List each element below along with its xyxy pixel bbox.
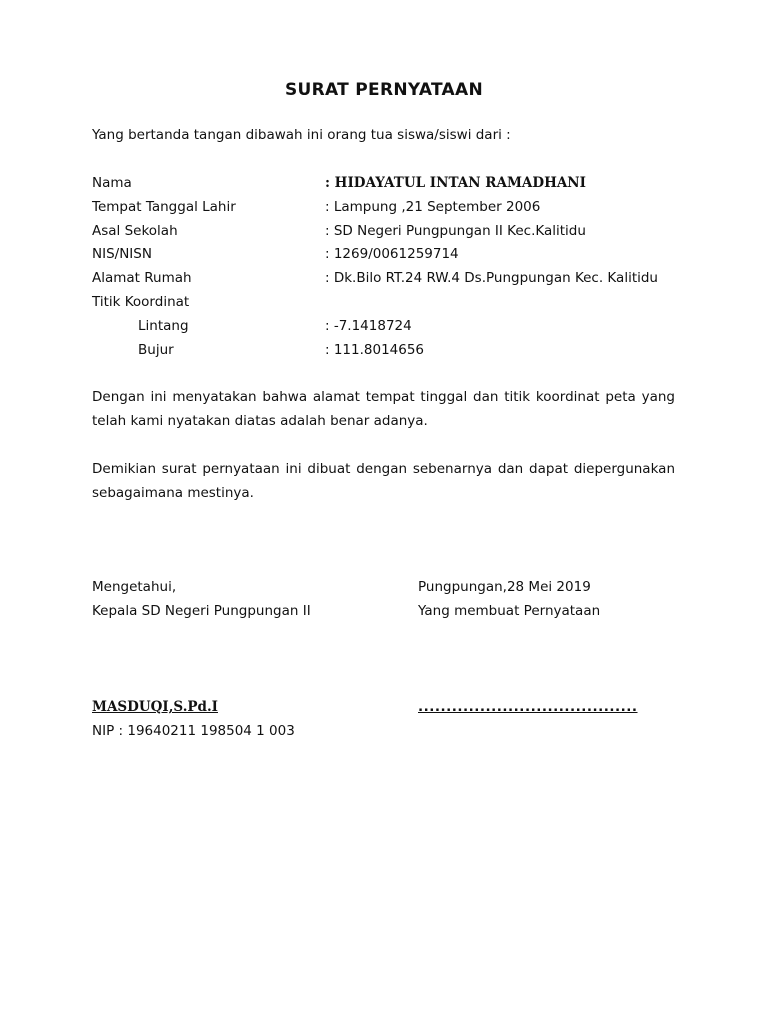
- declarant-signature-line: .......................................: [418, 699, 638, 715]
- document-title: SURAT PERNYATAAN: [284, 80, 484, 100]
- acknowledged-label: Mengetahui,: [92, 579, 177, 595]
- intro-text: Yang bertanda tangan dibawah ini orang tua siswa/siswi dari :: [92, 127, 511, 143]
- field-value-ttl: : Lampung ,21 September 2006: [325, 199, 541, 215]
- field-label-koordinat: Titik Koordinat: [92, 294, 190, 310]
- field-label-nama: Nama: [92, 175, 132, 191]
- field-label-nis: NIS/NISN: [92, 246, 152, 262]
- field-value-bujur: : 111.8014656: [325, 342, 425, 358]
- field-value-alamat: : Dk.Bilo RT.24 RW.4 Ds.Pungpungan Kec. Kalitidu: [325, 270, 658, 286]
- principal-nip: NIP : 19640211 198504 1 003: [92, 723, 295, 739]
- field-label-sekolah: Asal Sekolah: [92, 223, 178, 239]
- principal-title: Kepala SD Negeri Pungpungan II: [92, 603, 311, 619]
- declarant-role: Yang membuat Pernyataan: [418, 603, 601, 619]
- field-value-nis: : 1269/0061259714: [325, 246, 459, 262]
- field-value-lintang: : -7.1418724: [325, 318, 412, 334]
- field-value-nama: : HIDAYATUL INTAN RAMADHANI: [325, 175, 586, 191]
- place-date: Pungpungan,28 Mei 2019: [418, 579, 591, 595]
- principal-name: MASDUQI,S.Pd.I: [92, 699, 218, 715]
- field-label-alamat: Alamat Rumah: [92, 270, 192, 286]
- statement-paragraph: Dengan ini menyatakan bahwa alamat tempat tinggal dan titik koordinat peta yang telah kami nyatakan diatas adalah benar adanya.: [92, 389, 675, 429]
- field-label-bujur: Bujur: [138, 342, 174, 358]
- closing-paragraph: Demikian surat pernyataan ini dibuat dengan sebenarnya dan dapat diepergunakan sebagaimana mestinya.: [92, 461, 675, 501]
- field-label-lintang: Lintang: [138, 318, 189, 334]
- field-value-sekolah: : SD Negeri Pungpungan II Kec.Kalitidu: [325, 223, 586, 239]
- field-label-ttl: Tempat Tanggal Lahir: [92, 199, 236, 215]
